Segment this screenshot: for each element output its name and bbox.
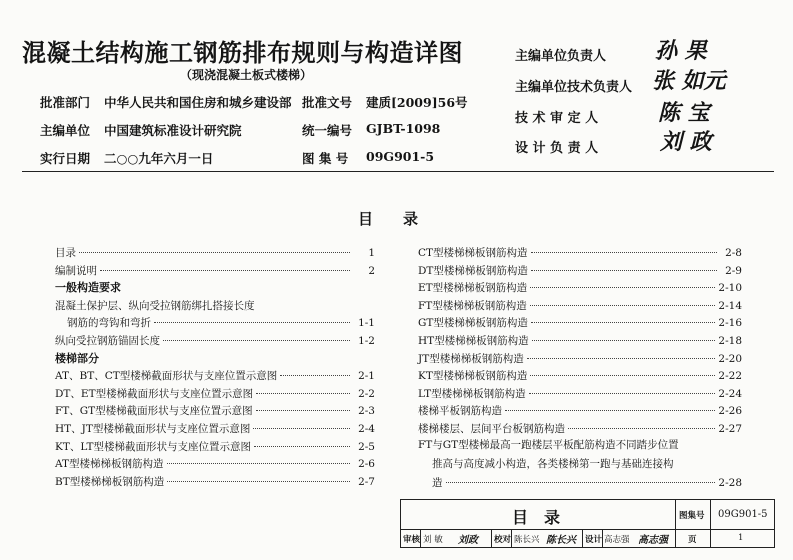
title-block-left-border <box>400 499 401 547</box>
toc-entry-label: HT、JT型楼梯截面形状与支座位置示意图 <box>55 423 251 435</box>
toc-title: 目 录 <box>358 210 419 228</box>
atlas-no-label: 图 集 号 <box>302 151 349 166</box>
toc-entry[interactable] <box>418 333 742 348</box>
responsible-role: 设 计 负 责 人 <box>515 141 599 156</box>
title-block-divider <box>710 499 711 547</box>
toc-entry-page: 2-14 <box>718 299 742 312</box>
toc-entry[interactable] <box>55 386 375 401</box>
toc-entry-label: FT与GT型楼梯最高一跑楼层平板配筋构造不同踏步位置 <box>418 439 679 451</box>
toc-entry-page: 2-4 <box>358 423 375 435</box>
checker-signature: 陈长兴 <box>546 535 576 546</box>
leader-dots <box>163 340 350 341</box>
toc-entry-label: JT型楼梯梯板钢筋构造 <box>418 352 524 365</box>
toc-entry-page: 1-2 <box>358 335 375 347</box>
toc-entry-label: LT型楼梯梯板钢筋构造 <box>418 387 526 400</box>
toc-entry[interactable] <box>55 368 375 383</box>
toc-entry[interactable] <box>418 315 742 330</box>
leader-dots <box>527 358 716 359</box>
toc-entry-page: 2-6 <box>358 458 375 471</box>
cell-divider <box>582 529 583 547</box>
page-subtitle: （现浇混凝土板式楼梯） <box>180 68 313 82</box>
approval-doc-label: 批准文号 <box>302 95 353 110</box>
cell-divider <box>491 529 492 547</box>
leader-dots <box>79 252 350 253</box>
leader-dots <box>253 428 350 429</box>
toc-entry-page: 1-1 <box>358 317 375 330</box>
toc-entry[interactable] <box>55 403 375 418</box>
leader-dots <box>530 287 715 288</box>
leader-dots <box>446 482 716 483</box>
leader-dots <box>254 446 350 447</box>
review-label: 审核 <box>403 535 421 545</box>
toc-entry-page: 2-27 <box>718 423 742 435</box>
title-block-divider <box>675 499 676 547</box>
toc-entry[interactable] <box>418 403 742 418</box>
leader-dots <box>529 393 716 394</box>
toc-entry-label: 纵向受拉钢筋锚固长度 <box>55 335 160 347</box>
title-block-mid <box>400 529 775 530</box>
leader-dots <box>100 270 350 271</box>
toc-entry-label: 推高与高度减小构造，各类楼梯第一跑与基础连接构 <box>432 458 674 470</box>
toc-entry-label: AT型楼梯梯板钢筋构造 <box>55 458 164 471</box>
design-label: 设计 <box>585 535 603 545</box>
toc-entry-page: 2-7 <box>358 475 375 488</box>
atlas-label: 图集号 <box>679 511 705 521</box>
toc-entry-page: 2-24 <box>718 387 742 400</box>
toc-entry-page: 2-1 <box>358 370 375 383</box>
toc-entry-label: ET型楼梯梯板钢筋构造 <box>418 282 528 295</box>
responsible-role: 主编单位负责人 <box>515 49 607 64</box>
page-number: 1 <box>738 533 744 543</box>
toc-entry-page: 2-10 <box>718 282 742 295</box>
signature: 陈 宝 <box>658 100 710 126</box>
toc-entry-label: 钢筋的弯钩和弯折 <box>67 317 151 330</box>
leader-dots <box>531 252 717 253</box>
toc-entry-label: 楼梯平板钢筋构造 <box>418 405 502 418</box>
toc-entry[interactable] <box>67 315 375 330</box>
toc-entry-page: 2-5 <box>358 440 375 453</box>
leader-dots <box>532 340 716 341</box>
impl-date-label: 实行日期 <box>40 151 91 166</box>
cell-divider <box>511 529 512 547</box>
leader-dots <box>280 375 350 376</box>
editor-unit: 中国建筑标准设计研究院 <box>104 123 242 138</box>
impl-date: 二○○九年六月一日 <box>104 151 214 166</box>
toc-entry[interactable] <box>55 439 375 454</box>
approval-doc: 建质[2009]56号 <box>366 95 468 110</box>
toc-entry-page: 2-9 <box>725 264 742 277</box>
toc-entry-label: CT型楼梯梯板钢筋构造 <box>418 247 528 259</box>
toc-entry[interactable] <box>418 263 742 278</box>
toc-entry[interactable] <box>418 386 742 401</box>
toc-entry-page: 1 <box>368 247 375 259</box>
title-block-right-border <box>774 499 775 547</box>
editor-unit-label: 主编单位 <box>40 123 91 138</box>
toc-entry-label: HT型楼梯梯板钢筋构造 <box>418 335 529 347</box>
designer-name: 高志强 <box>604 535 630 545</box>
toc-entry-label: 目录 <box>55 247 76 259</box>
toc-entry-label: FT型楼梯梯板钢筋构造 <box>418 299 527 312</box>
atlas-no: 09G901-5 <box>366 149 435 164</box>
leader-dots <box>530 375 715 376</box>
toc-entry-page: 2-8 <box>725 247 742 259</box>
approval-dept-label: 批准部门 <box>40 95 91 110</box>
toc-entry[interactable] <box>432 475 742 490</box>
page-title: 混凝土结构施工钢筋排布规则与构造详图 <box>22 38 463 67</box>
toc-entry-label: AT、BT、CT型楼梯截面形状与支座位置示意图 <box>55 370 278 383</box>
toc-entry[interactable] <box>418 351 742 366</box>
toc-entry-page: 2-28 <box>718 477 742 489</box>
toc-entry[interactable] <box>418 280 742 295</box>
toc-entry[interactable] <box>55 333 375 348</box>
toc-entry-label: GT型楼梯梯板钢筋构造 <box>418 317 528 330</box>
toc-entry-label: BT型楼梯梯板钢筋构造 <box>55 475 165 488</box>
page-label: 页 <box>688 535 697 545</box>
toc-entry[interactable] <box>55 421 375 436</box>
designer-signature: 高志强 <box>638 535 668 546</box>
signature: 张 如元 <box>652 68 726 94</box>
title-block-top <box>400 499 775 500</box>
toc-entry-page: 2-16 <box>718 317 742 330</box>
leader-dots <box>531 322 716 323</box>
drawing-title: 目 录 <box>512 508 561 527</box>
responsible-role: 技 术 审 定 人 <box>515 111 599 126</box>
toc-entry-label: 造 <box>432 477 443 489</box>
reviewer-signature: 刘政 <box>458 535 478 546</box>
unified-no-label: 统一编号 <box>302 123 353 138</box>
toc-entry-page: 2-22 <box>718 370 742 383</box>
leader-dots <box>531 270 717 271</box>
toc-entry-page: 2-18 <box>718 335 742 347</box>
leader-dots <box>568 428 715 429</box>
leader-dots <box>167 463 350 464</box>
toc-entry-label: 编制说明 <box>55 264 97 277</box>
title-block-bottom <box>400 547 775 548</box>
leader-dots <box>256 410 350 411</box>
leader-dots <box>256 393 350 394</box>
leader-dots <box>167 481 350 482</box>
toc-entry-page: 2-20 <box>718 352 742 365</box>
toc-entry-label: 楼梯楼层、层间平台板钢筋构造 <box>418 423 565 435</box>
cell-divider <box>602 529 603 547</box>
toc-entry[interactable] <box>55 263 375 278</box>
signature: 刘 政 <box>660 129 712 155</box>
atlas-number: 09G901-5 <box>718 509 768 520</box>
toc-entry-label: KT型楼梯梯板钢筋构造 <box>418 370 528 383</box>
toc-entry[interactable] <box>418 368 742 383</box>
toc-entry[interactable] <box>418 245 742 260</box>
toc-entry-page: 2 <box>368 264 375 277</box>
responsible-role: 主编单位技术负责人 <box>515 80 633 95</box>
toc-entry-label: KT、LT型楼梯截面形状与支座位置示意图 <box>55 440 251 453</box>
toc-section-heading: 一般构造要求 <box>55 281 121 295</box>
toc-entry-page: 2-2 <box>358 387 375 400</box>
toc-entry[interactable] <box>55 456 375 471</box>
header-divider <box>22 171 774 172</box>
cell-divider <box>420 529 421 547</box>
toc-entry-label: DT型楼梯梯板钢筋构造 <box>418 264 528 277</box>
check-label: 校对 <box>494 535 512 545</box>
toc-entry-label: 混凝土保护层、纵向受拉钢筋绑扎搭接长度 <box>55 299 255 312</box>
toc-entry[interactable] <box>418 421 742 436</box>
toc-section-heading: 楼梯部分 <box>55 351 99 365</box>
reviewer-name: 刘 敏 <box>423 535 443 545</box>
leader-dots <box>154 322 350 323</box>
checker-name: 陈长兴 <box>514 535 540 545</box>
toc-entry-page: 2-3 <box>358 405 375 418</box>
toc-entry[interactable] <box>418 298 742 313</box>
toc-entry[interactable] <box>55 245 375 260</box>
toc-entry-label: FT、GT型楼梯截面形状与支座位置示意图 <box>55 405 253 418</box>
unified-no: GJBT-1098 <box>366 121 441 136</box>
leader-dots <box>505 410 715 411</box>
toc-entry-label: DT、ET型楼梯截面形状与支座位置示意图 <box>55 387 254 400</box>
leader-dots <box>530 305 716 306</box>
toc-entry-page: 2-26 <box>718 405 742 418</box>
toc-entry[interactable] <box>55 298 375 313</box>
approval-dept: 中华人民共和国住房和城乡建设部 <box>104 95 292 110</box>
signature: 孙 果 <box>655 38 707 64</box>
toc-entry[interactable] <box>55 474 375 489</box>
